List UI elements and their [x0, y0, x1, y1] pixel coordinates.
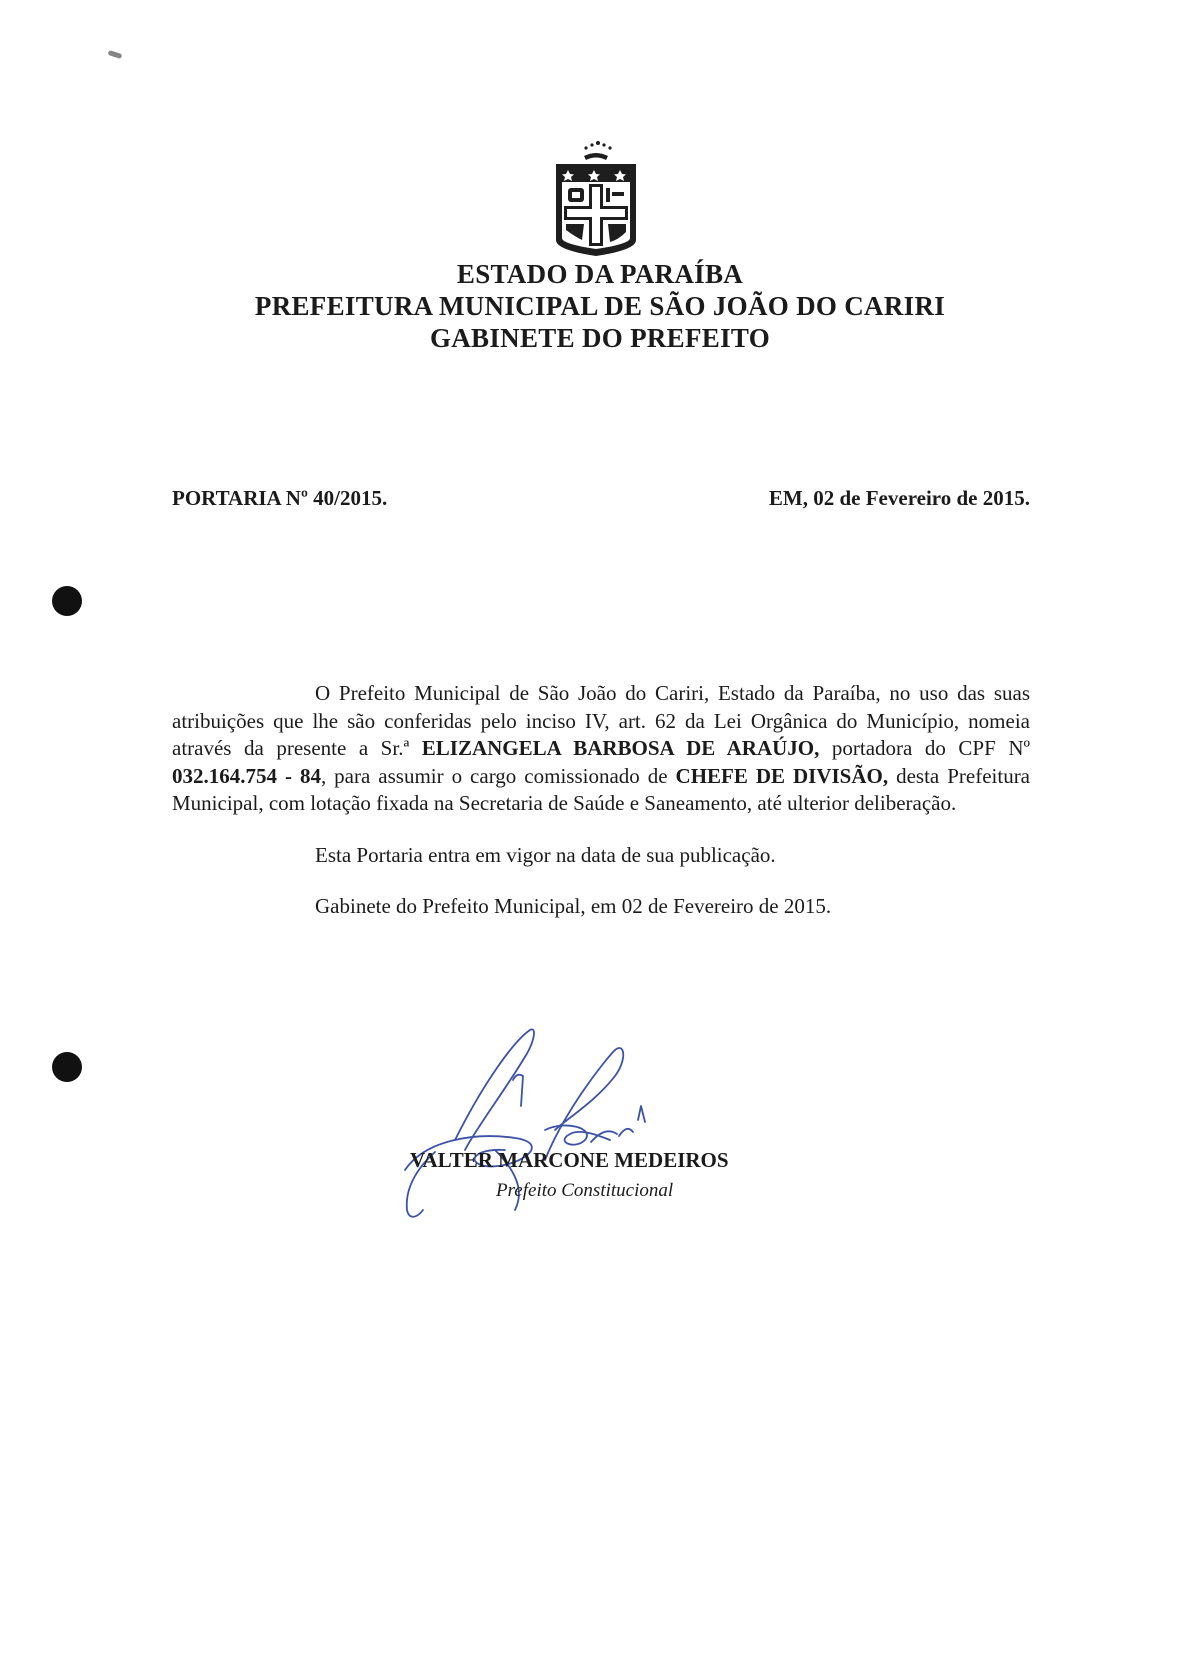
- state-name: ESTADO DA PARAÍBA: [456, 259, 744, 289]
- document-body: [172, 680, 1030, 921]
- portaria-number: PORTARIA Nº 40/2015.: [172, 486, 388, 510]
- scan-speck: [108, 50, 123, 59]
- portaria-date: EM, 02 de Fevereiro de 2015.: [768, 486, 1030, 510]
- paragraph-closing: Gabinete do Prefeito Municipal, em 02 de Fevereiro de 2015.: [315, 894, 832, 918]
- letterhead: [0, 258, 1200, 354]
- appointed-role: CHEFE DE DIVISÃO,: [675, 763, 889, 788]
- punch-hole-bottom: [52, 1052, 82, 1082]
- appointment-text-c: , para assumir o cargo comissionado de: [320, 763, 676, 788]
- appointment-text-a: O Prefeito Municipal de São João do Cariri, Estado da Paraíba, no uso das suas atribuições que lhe são conferidas pelo inciso IV, art. 62 da Lei Orgânica do Município, nomeia através da presente a Sr.ª: [172, 681, 1030, 760]
- appointee-cpf: 032.164.754 - 84: [172, 763, 321, 788]
- punch-hole-top: [52, 586, 82, 616]
- appointment-text-d: desta Prefeitura Municipal, com lotação fixada na Secretaria de Saúde e Saneamento, até ulterior deliberação.: [172, 763, 1031, 815]
- paragraph-appointment: [172, 680, 1030, 818]
- signer-name: VALTER MARCONE MEDEIROS: [410, 1148, 729, 1172]
- municipality-name: PREFEITURA MUNICIPAL DE SÃO JOÃO DO CARIRI: [254, 291, 946, 321]
- coat-of-arms-icon: [548, 138, 644, 264]
- signer-title: Prefeito Constitucional: [496, 1180, 674, 1201]
- appointee-name: ELIZANGELA BARBOSA DE ARAÚJO,: [421, 736, 820, 760]
- office-name: GABINETE DO PREFEITO: [429, 323, 771, 353]
- appointment-text-b: portadora do CPF Nº: [819, 736, 1030, 760]
- paragraph-effective: Esta Portaria entra em vigor na data de sua publicação.: [315, 842, 776, 867]
